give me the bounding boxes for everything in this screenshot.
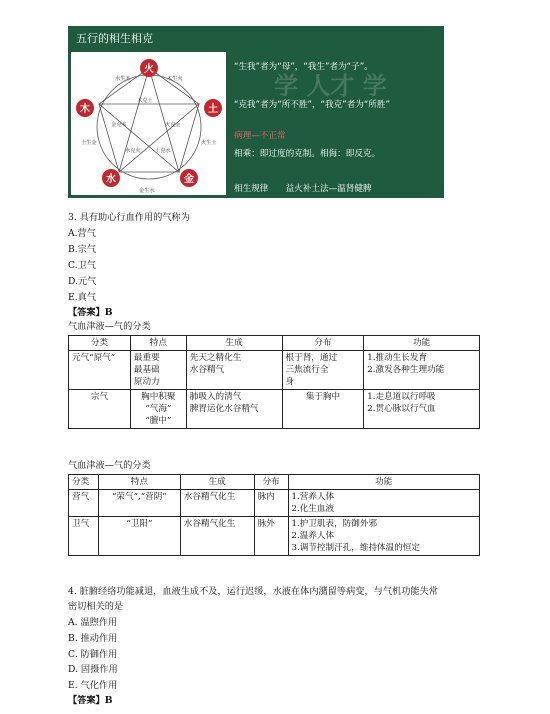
cell-text: 集于胸中: [305, 392, 341, 402]
cell-function: [364, 390, 480, 429]
cell-feature: [130, 351, 186, 390]
cell-origin: 水谷精气化生: [180, 517, 254, 556]
cell-text: 最重要: [133, 353, 160, 363]
sheng-label: 土生金: [81, 140, 97, 146]
table-header-row: [69, 475, 480, 490]
cell-text: 脾胃运化水谷精气: [189, 404, 259, 414]
cell-text: 2.贯心脉以行气血: [367, 404, 436, 414]
ke-star-outline: [99, 68, 199, 172]
q3-option: B.宗气: [68, 244, 97, 255]
table2-caption: 气血津液—气的分类: [68, 460, 151, 471]
table-header-row: [69, 336, 480, 351]
sheng-label: 木生火: [167, 76, 183, 82]
slide-line: “生我”者为“母”，“我生”者为“子”。: [234, 62, 373, 72]
header-cell: 分类: [69, 475, 99, 490]
water-label: 水: [106, 174, 116, 185]
cell-text: 1.走息道以行呼吸: [367, 392, 436, 402]
q3-option: E.真气: [68, 292, 97, 303]
qi-classification-table-1: [68, 335, 480, 429]
q4-option: D. 固摄作用: [68, 664, 118, 675]
slide-line-pathology: 病理—不正常: [234, 131, 286, 141]
table-row: [69, 517, 480, 556]
cell-text: 身: [285, 377, 295, 387]
q3-stem: 3. 具有助心行血作用的气称为: [68, 212, 190, 223]
table1-caption: 气血津液—气的分类: [68, 321, 151, 332]
cell-text: 1.营养人体: [291, 492, 335, 502]
ke-label: 水克火: [125, 148, 141, 154]
slide-title: 五行的相生相克: [76, 32, 153, 45]
header-cell: 特点: [130, 336, 186, 351]
cell-distribution: [282, 351, 364, 390]
cell-text: 1.推动生长发育: [367, 353, 428, 363]
cell-distribution: 脉外: [254, 517, 288, 556]
q4-option: A. 温煦作用: [68, 617, 118, 628]
cell-category: 营气: [69, 490, 99, 517]
q4-option: C. 防御作用: [68, 649, 118, 660]
wood-label: 木: [80, 104, 90, 115]
cell-distribution: [282, 390, 364, 429]
header-cell: 分布: [282, 336, 364, 351]
header-cell: 功能: [288, 475, 479, 490]
qi-classification-table-2: [68, 474, 480, 556]
q3-option: C.卫气: [68, 260, 96, 271]
table-row: [69, 351, 480, 390]
slide-line: 相乘：即过度的克制。相侮：即反克。: [234, 149, 381, 159]
sheng-label: 水生木: [115, 76, 131, 82]
header-cell: 生成: [180, 475, 254, 490]
cell-text: 3.调节控制汗孔，维持体温的恒定: [291, 543, 421, 553]
watermark: 学 人才 学: [274, 72, 387, 100]
slide-line: “克我”者为“所不胜”，“我克”者为“所胜”: [234, 100, 390, 110]
cell-text: 根于肾，通过: [285, 353, 338, 363]
five-elements-slide: [68, 26, 444, 198]
table-row: [69, 390, 480, 429]
cell-origin: 水谷精气化生: [180, 490, 254, 517]
table-row: [69, 490, 480, 517]
cell-category: 元气“原气”: [69, 351, 131, 390]
cell-text: “膻中”: [145, 416, 172, 426]
cell-distribution: 脉内: [254, 490, 288, 517]
cell-feature: “荣气”,“营阴”: [98, 490, 180, 517]
cell-category: 卫气: [69, 517, 99, 556]
fire-label: 火: [144, 64, 154, 75]
ke-label: 金克木: [111, 122, 127, 128]
q3-option: A.营气: [68, 228, 96, 239]
cell-text: 2.化生血液: [291, 504, 335, 514]
cell-feature: [130, 390, 186, 429]
header-cell: 分类: [69, 336, 131, 351]
q3-option: D.元气: [68, 276, 97, 287]
cell-text: 最基础: [133, 365, 160, 375]
q4-stem-cont: 密切相关的是: [68, 601, 124, 612]
cell-origin: [186, 351, 282, 390]
cell-origin: [186, 390, 282, 429]
cell-function: [288, 517, 479, 556]
sheng-label: 金生水: [139, 188, 155, 194]
cell-text: 2.温养人体: [291, 531, 335, 541]
q4-answer: 【答案】B: [68, 695, 113, 706]
header-cell: 分布: [254, 475, 288, 490]
five-elements-diagram: [71, 52, 226, 195]
cell-text: 肺吸入的清气: [189, 392, 242, 402]
earth-label: 土: [208, 104, 218, 115]
q4-option: E. 气化作用: [68, 680, 118, 691]
cell-text: “气海”: [145, 404, 172, 414]
cell-text: 2.激发各种生理功能: [367, 365, 445, 375]
ke-label: 木克土: [137, 98, 153, 104]
cell-text: 先天之精化生: [189, 353, 242, 363]
sheng-label: 火生土: [201, 140, 217, 146]
header-cell: 特点: [98, 475, 180, 490]
cell-text: 原动力: [133, 377, 160, 387]
cell-text: 胸中积聚: [141, 392, 176, 402]
cell-category: 宗气: [69, 390, 131, 429]
metal-label: 金: [184, 174, 194, 185]
q4-stem: 4. 脏腑经络功能减退，血液生成不及，运行迟缓，水液在体内潴留等病变，与气机功能失常: [68, 586, 438, 597]
header-cell: 功能: [364, 336, 480, 351]
cell-text: 三焦流行全: [285, 365, 329, 375]
slide-line: 相生规律 益火补土法—温肾健脾: [234, 184, 372, 194]
header-cell: 生成: [186, 336, 282, 351]
cell-text: 1.护卫肌表，防御外邪: [291, 519, 378, 529]
cell-feature: “卫阳”: [98, 517, 180, 556]
ke-label: 火克金: [165, 122, 181, 128]
cell-function: [288, 490, 479, 517]
q4-option: B. 推动作用: [68, 633, 118, 644]
five-elements-svg: [71, 52, 226, 195]
cell-text: 水谷精气: [189, 365, 225, 375]
ke-label: 土克水: [155, 148, 171, 154]
q3-answer: 【答案】B: [68, 307, 113, 318]
cell-function: [364, 351, 480, 390]
